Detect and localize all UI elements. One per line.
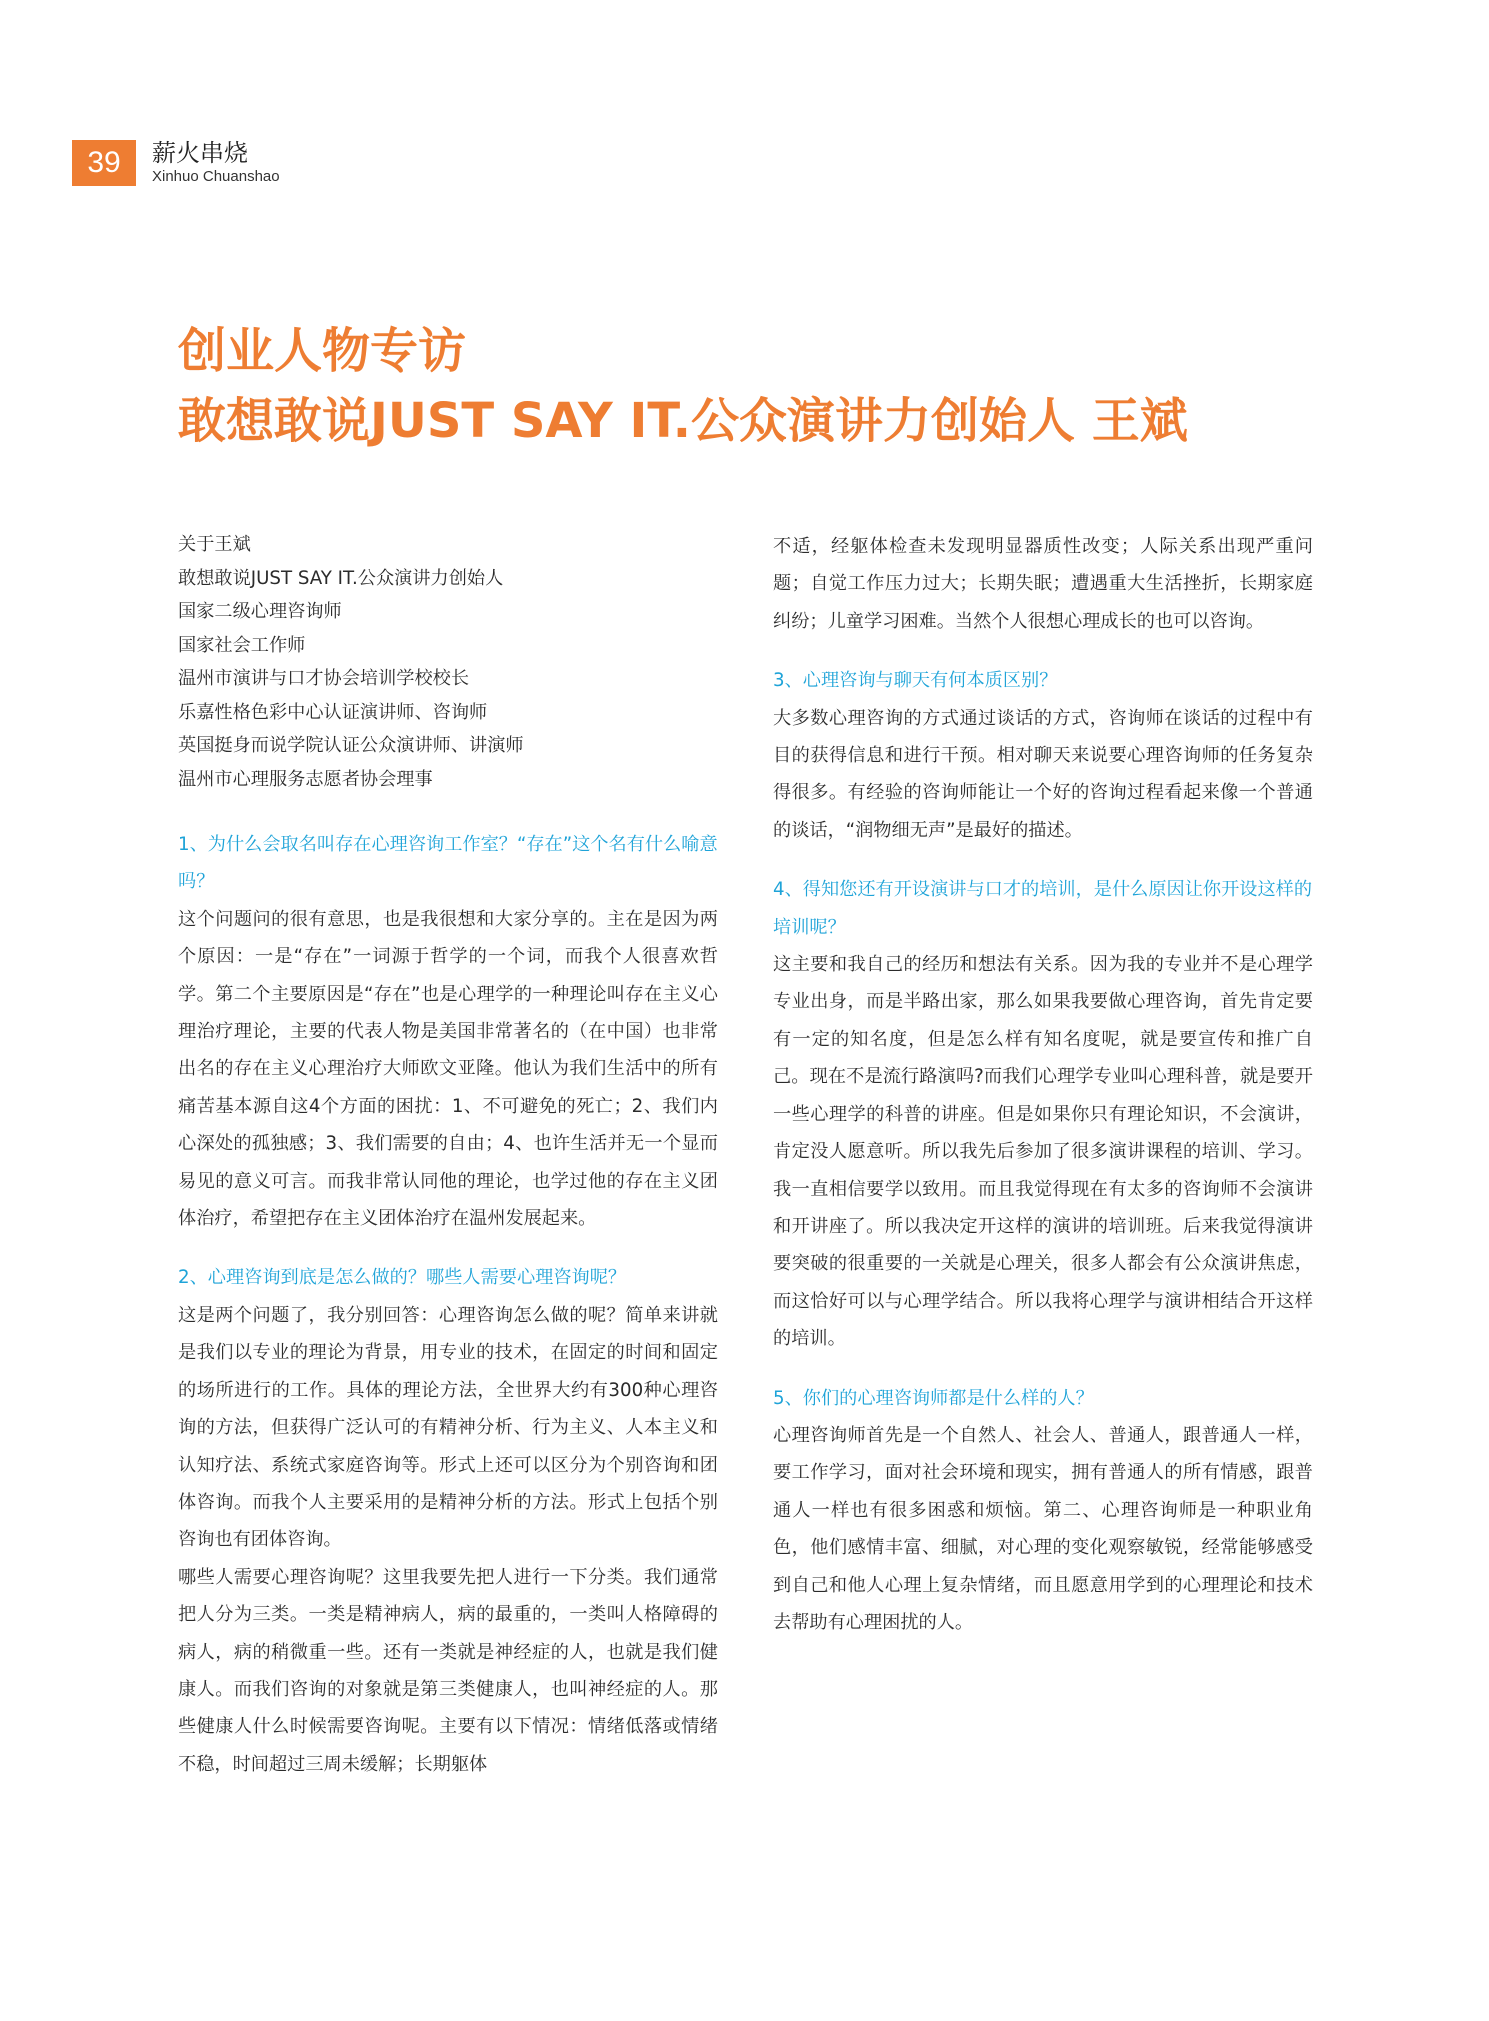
- bio-line: 英国挺身而说学院认证公众演讲师、讲演师: [178, 735, 524, 756]
- left-column: [178, 528, 718, 1783]
- answer-4: 这主要和我自己的经历和想法有关系。因为我的专业并不是心理学专业出身，而是半路出家，那么如果我要做心理咨询，首先肯定要有一定的知名度，但是怎么样有知名度呢，就是要宣传和推广自己。现在不是流行路演吗?而我们心理学专业叫心理科普，就是要开一些心理学的科普的讲座。但是如果你只有理论知识，不会演讲，肯定没人愿意听。所以我先后参加了很多演讲课程的培训、学习。我一直相信要学以致用。而且我觉得现在有太多的咨询师不会演讲和开讲座了。所以我决定开这样的演讲的培训班。后来我觉得演讲要突破的很重要的一关就是心理关，很多人都会有公众演讲焦虑，而这恰好可以与心理学结合。所以我将心理学与演讲相结合开这样的培训。: [773, 954, 1313, 1350]
- bio-line: 温州市演讲与口才协会培训学校校长: [178, 668, 470, 689]
- bio-line: 温州市心理服务志愿者协会理事: [178, 768, 433, 790]
- question-1: 1、为什么会取名叫存在心理咨询工作室？“存在”这个名有什么喻意吗？: [178, 834, 718, 893]
- page-number: 39: [72, 140, 136, 186]
- right-column: [773, 528, 1313, 1641]
- question-2: 2、心理咨询到底是怎么做的？哪些人需要心理咨询呢？: [178, 1267, 627, 1289]
- bio-line: 国家二级心理咨询师: [178, 601, 342, 622]
- question-4: 4、得知您还有开设演讲与口才的培训，是什么原因让你开设这样的培训呢？: [773, 879, 1313, 938]
- bio-line: 国家社会工作师: [178, 634, 306, 656]
- title-line-2: 敢想敢说JUST SAY IT.公众演讲力创始人 王斌: [178, 393, 1188, 449]
- magazine-name: 薪火串烧: [152, 139, 248, 167]
- question-3: 3、心理咨询与聊天有何本质区别？: [773, 670, 1058, 692]
- question-5: 5、你们的心理咨询师都是什么样的人？: [773, 1387, 1094, 1409]
- answer-2-part-3: 不适，经躯体检查未发现明显器质性改变；人际关系出现严重问题；自觉工作压力过大；长期失眠；遭遇重大生活挫折，长期家庭纠纷；儿童学习困难。当然个人很想心理成长的也可以咨询。: [773, 536, 1313, 632]
- article-title: [178, 316, 1428, 456]
- magazine-pinyin: Xinhuo Chuanshao: [152, 168, 280, 185]
- answer-3: 大多数心理咨询的方式通过谈话的方式，咨询师在谈话的过程中有目的获得信息和进行干预。相对聊天来说要心理咨询师的任务复杂得很多。有经验的咨询师能让一个好的咨询过程看起来像一个普通的谈话，“润物细无声”是最好的描述。: [773, 707, 1313, 841]
- bio-line: 关于王斌: [178, 534, 251, 555]
- bio-line: 乐嘉性格色彩中心认证演讲师、咨询师: [178, 701, 488, 723]
- answer-5: 心理咨询师首先是一个自然人、社会人、普通人，跟普通人一样，要工作学习，面对社会环境和现实，拥有普通人的所有情感，跟普通人一样也有很多困惑和烦恼。第二、心理咨询师是一种职业角色，他们感情丰富、细腻，对心理的变化观察敏锐，经常能够感受到自己和他人心理上复杂情绪，而且愿意用学到的心理理论和技术去帮助有心理困扰的人。: [773, 1424, 1313, 1633]
- answer-2-part-2: 哪些人需要心理咨询呢？这里我要先把人进行一下分类。我们通常把人分为三类。一类是精神病人，病的最重的，一类叫人格障碍的病人，病的稍微重一些。还有一类就是神经症的人，也就是我们健康人。而我们咨询的对象就是第三类健康人，也叫神经症的人。那些健康人什么时候需要咨询呢。主要有以下情况：情绪低落或情绪不稳，时间超过三周未缓解；长期躯体: [178, 1566, 718, 1775]
- answer-2-part-1: 这是两个问题了，我分别回答：心理咨询怎么做的呢？简单来讲就是我们以专业的理论为背景，用专业的技术，在固定的时间和固定的场所进行的工作。具体的理论方法，全世界大约有300种心理咨询的方法，但获得广泛认可的有精神分析、行为主义、人本主义和认知疗法、系统式家庭咨询等。形式上还可以区分为个别咨询和团体咨询。而我个人主要采用的是精神分析的方法。形式上包括个别咨询也有团体咨询。: [178, 1304, 718, 1551]
- bio-line: 敢想敢说JUST SAY IT.公众演讲力创始人: [178, 567, 504, 589]
- bio-block: [178, 528, 718, 796]
- title-line-1: 创业人物专访: [178, 323, 467, 379]
- answer-1: 这个问题问的很有意思，也是我很想和大家分享的。主在是因为两个原因：一是“存在”一词源于哲学的一个词，而我个人很喜欢哲学。第二个主要原因是“存在”也是心理学的一种理论叫存在主义心理治疗理论，主要的代表人物是美国非常著名的（在中国）也非常出名的存在主义心理治疗大师欧文亚隆。他认为我们生活中的所有痛苦基本源自这4个方面的困扰：1、不可避免的死亡；2、我们内心深处的孤独感；3、我们需要的自由；4、也许生活并无一个显而易见的意义可言。而我非常认同他的理论，也学过他的存在主义团体治疗，希望把存在主义团体治疗在温州发展起来。: [178, 908, 718, 1230]
